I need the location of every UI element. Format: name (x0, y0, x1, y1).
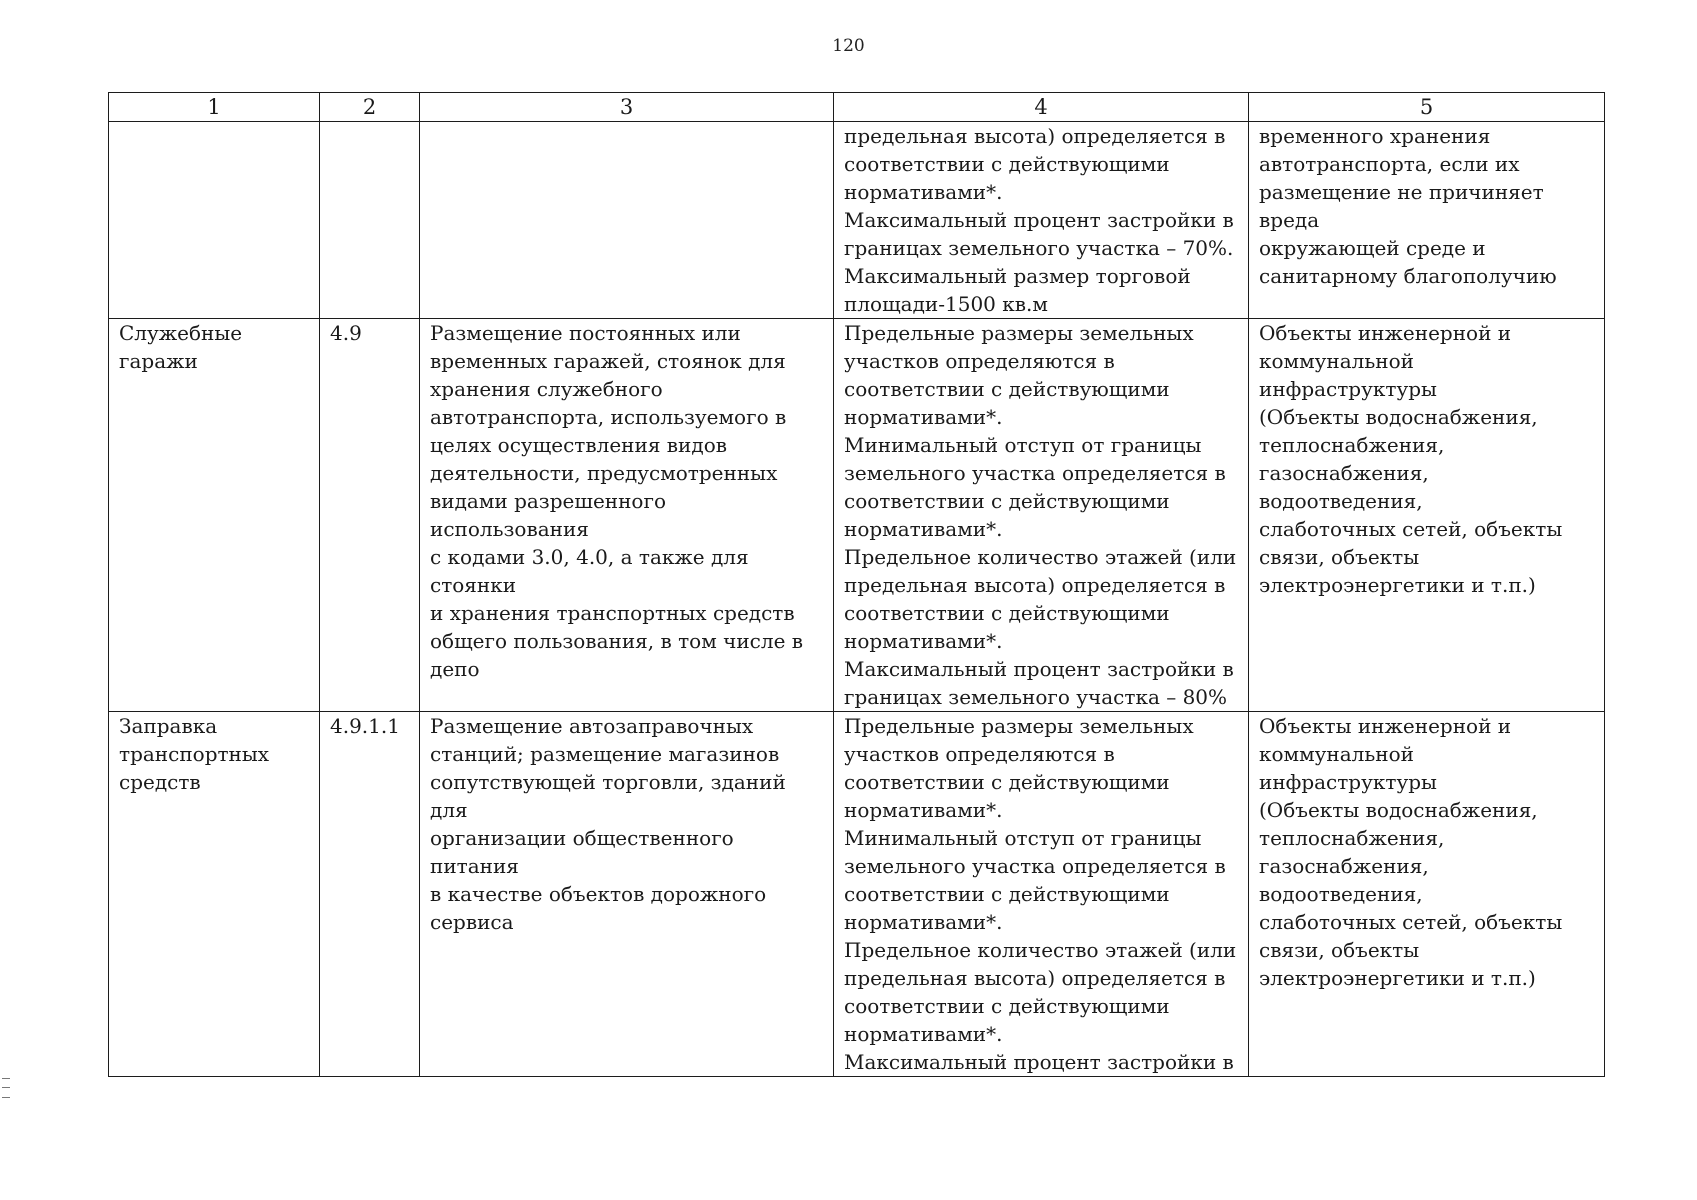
use-code-cell: 4.9 (320, 319, 420, 712)
column-header-4: 4 (834, 93, 1249, 122)
column-header-3: 3 (420, 93, 834, 122)
use-description-cell: Размещение автозаправочных станций; размещение магазинов сопутствующей торговли, зданий для организации общественного питания в качестве объектов дорожного сервиса (420, 712, 834, 1077)
regulations-table (108, 92, 1605, 1077)
parameters-cell: Предельные размеры земельных участков определяются в соответствии с действующими нормативами*. Минимальный отступ от границы земельного участка определяется в соответствии с действующими нормативами*. Предельное количество этажей (или предельная высота) определяется в соответствии с действующими нормативами*. Максимальный процент застройки в границах земельного участка – 80% (834, 319, 1249, 712)
use-name-cell (109, 122, 320, 319)
auxiliary-uses-cell: Объекты инженерной и коммунальной инфраструктуры (Объекты водоснабжения, теплоснабжения, газоснабжения, водоотведения, слаботочных сетей, объекты связи, объекты электроэнергетики и т.п.) (1249, 712, 1605, 1077)
use-code-cell: 4.9.1.1 (320, 712, 420, 1077)
parameters-cell: Предельные размеры земельных участков определяются в соответствии с действующими нормативами*. Минимальный отступ от границы земельного участка определяется в соответствии с действующими нормативами*. Предельное количество этажей (или предельная высота) определяется в соответствии с действующими нормативами*. Максимальный процент застройки в (834, 712, 1249, 1077)
column-header-1: 1 (109, 93, 320, 122)
use-description-cell: Размещение постоянных или временных гаражей, стоянок для хранения служебного автотранспорта, используемого в целях осуществления видов деятельности, предусмотренных видами разрешенного использования с кодами 3.0, 4.0, а также для стоянки и хранения транспортных средств общего пользования, в том числе в депо (420, 319, 834, 712)
header-row (109, 93, 1605, 122)
page-number: 120 (832, 36, 865, 56)
use-description-cell (420, 122, 834, 319)
table-row (109, 712, 1605, 1077)
column-header-2: 2 (320, 93, 420, 122)
parameters-cell: предельная высота) определяется в соответствии с действующими нормативами*. Максимальный процент застройки в границах земельного участка – 70%. Максимальный размер торговой площади-1500 кв.м (834, 122, 1249, 319)
auxiliary-uses-cell: Объекты инженерной и коммунальной инфраструктуры (Объекты водоснабжения, теплоснабжения, газоснабжения, водоотведения, слаботочных сетей, объекты связи, объекты электроэнергетики и т.п.) (1249, 319, 1605, 712)
column-header-5: 5 (1249, 93, 1605, 122)
auxiliary-uses-cell: временного хранения автотранспорта, если их размещение не причиняет вреда окружающей среде и санитарному благополучию (1249, 122, 1605, 319)
use-code-cell (320, 122, 420, 319)
table-row (109, 122, 1605, 319)
table-row (109, 319, 1605, 712)
use-name-cell: Служебные гаражи (109, 319, 320, 712)
use-name-cell: Заправка транспортных средств (109, 712, 320, 1077)
binding-margin-mark (2, 1078, 10, 1098)
